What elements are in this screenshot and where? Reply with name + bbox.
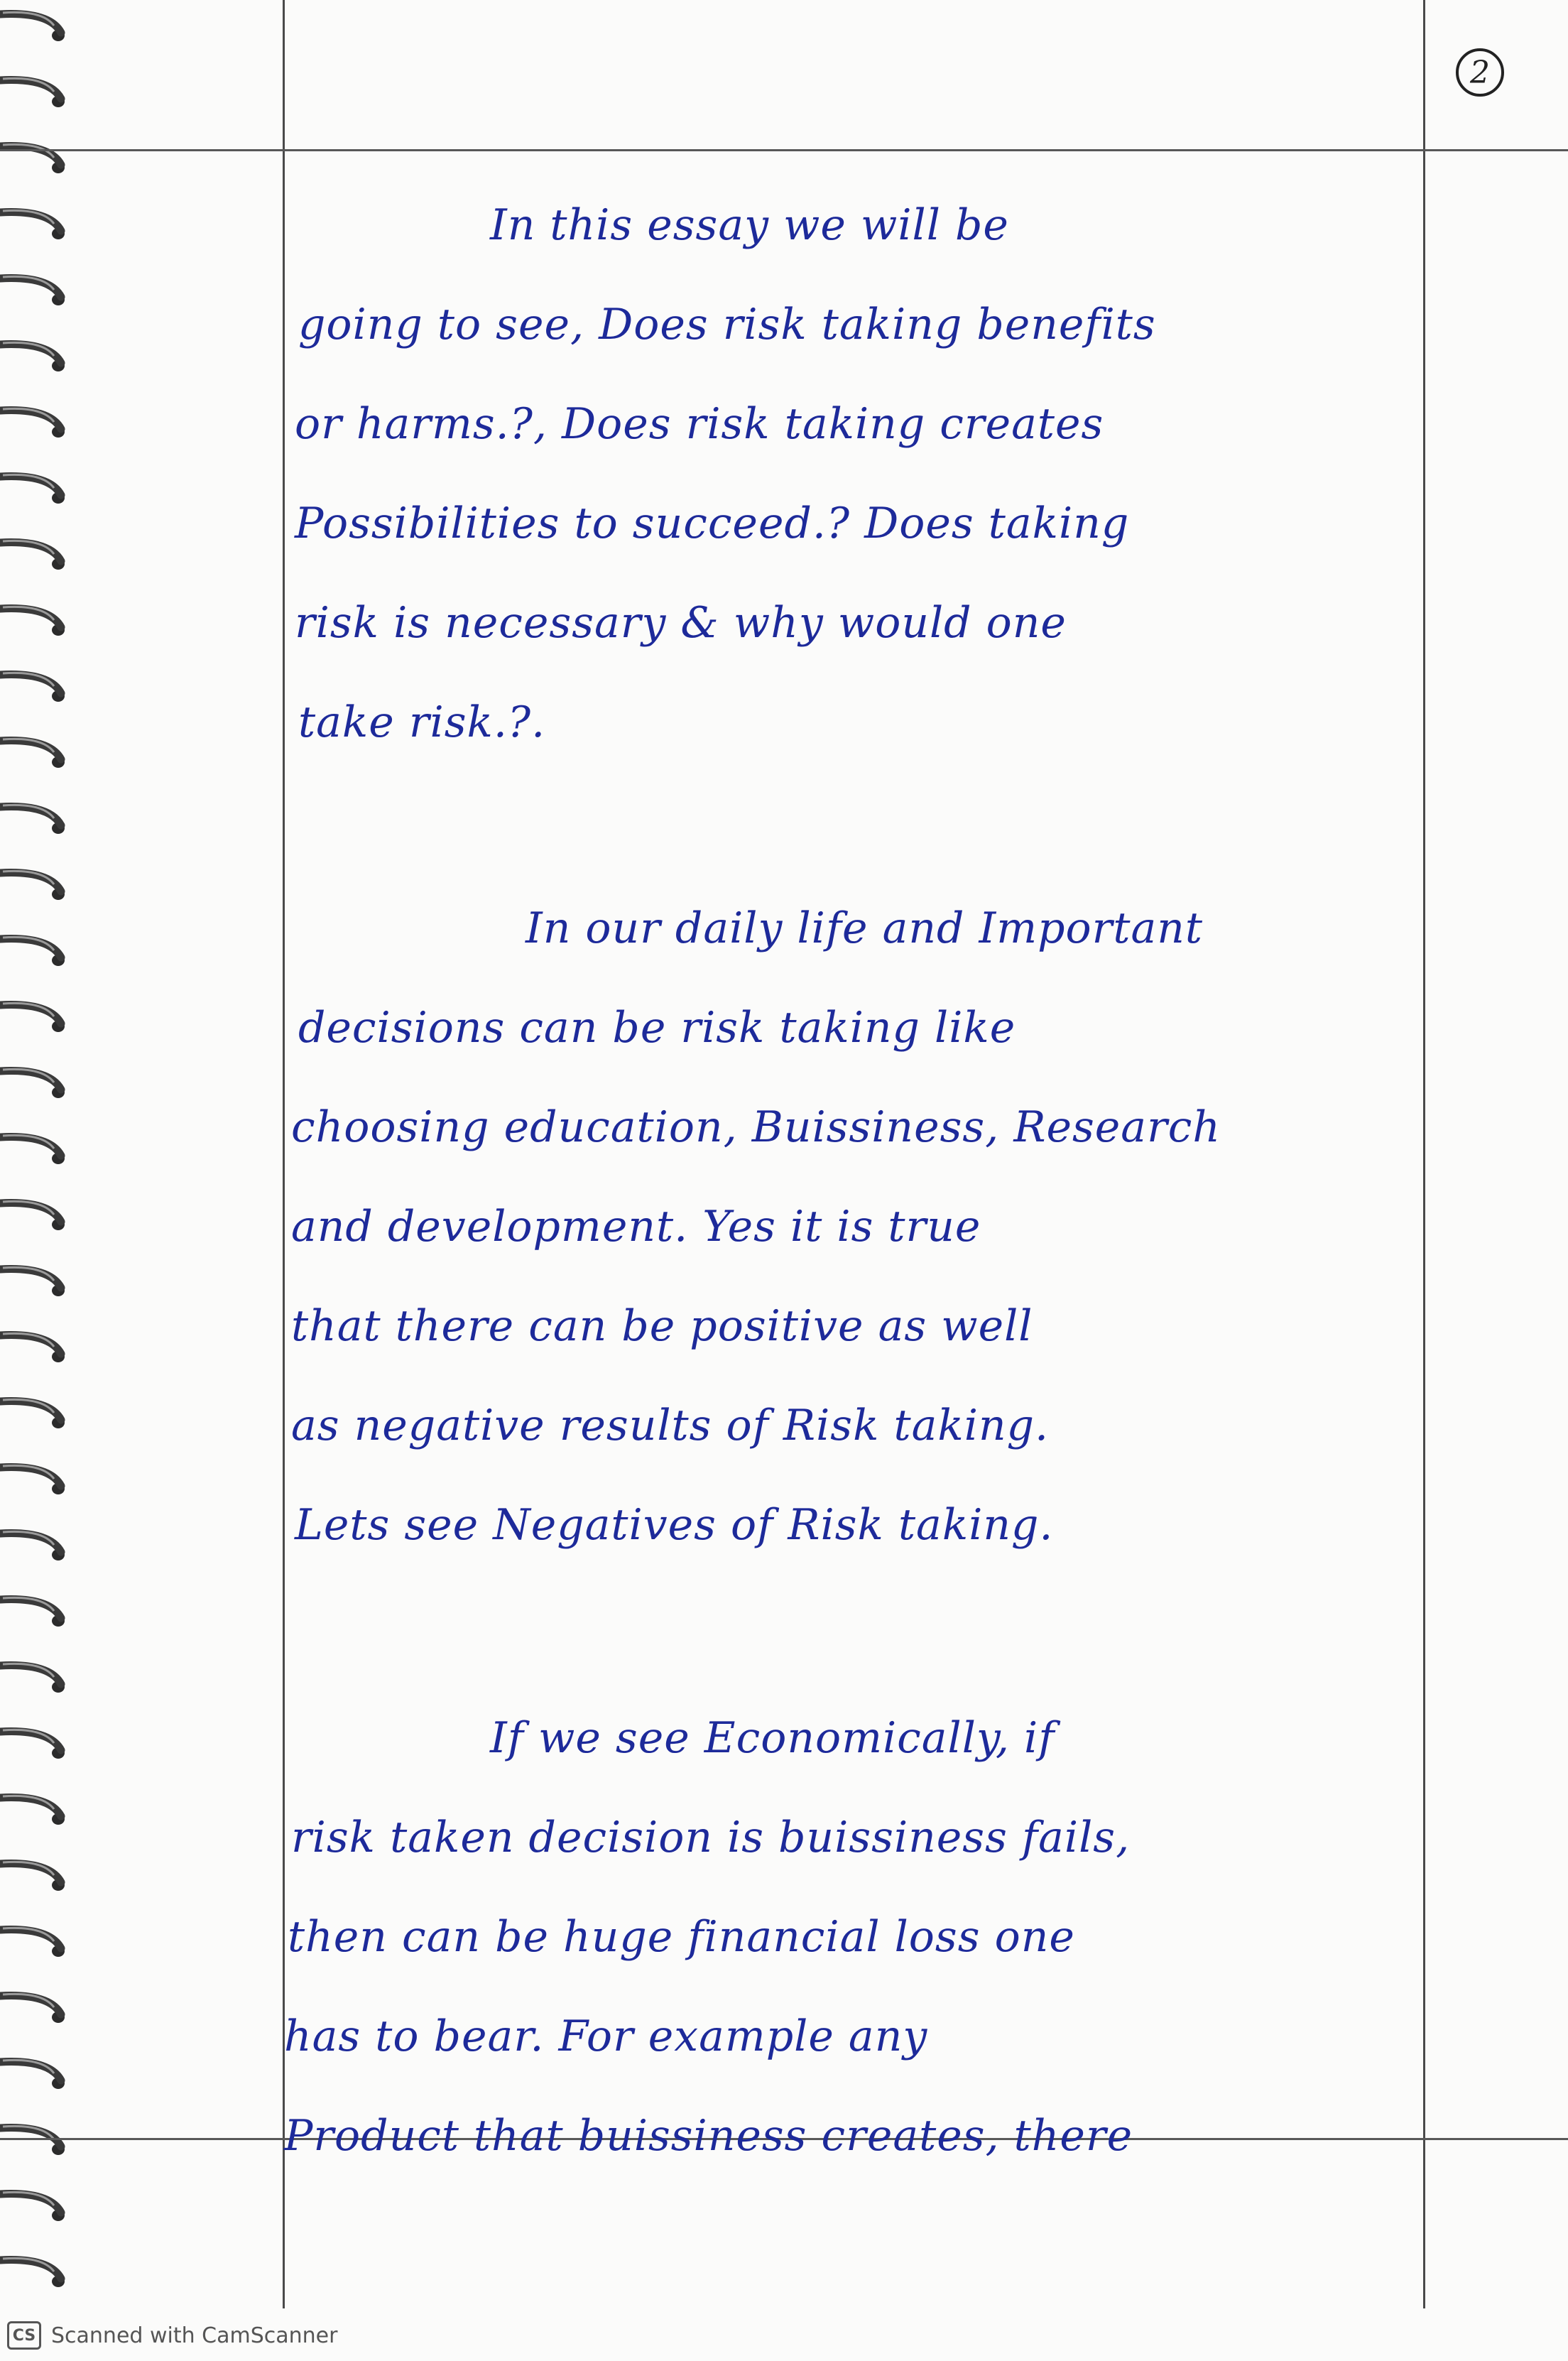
text-line (284, 1989, 1420, 2088)
spiral-coil (0, 2258, 65, 2287)
spiral-coil (0, 1862, 65, 1891)
spiral-coil (0, 1399, 65, 1428)
text-line (284, 980, 1420, 1080)
spiral-coil (0, 1531, 65, 1561)
spiral-coil (0, 1069, 65, 1098)
line-text: In this essay we will be (490, 200, 1009, 250)
text-line (284, 1179, 1420, 1279)
line-text: then can be huge financial loss one (288, 1912, 1075, 1962)
spiral-coil (0, 541, 65, 570)
spiral-coil (0, 2192, 65, 2221)
essay-text (284, 178, 1420, 2188)
line-text: risk taken decision is buissiness fails, (291, 1813, 1131, 1862)
spiral-coil (0, 276, 65, 305)
text-line (284, 575, 1420, 675)
paragraph-1 (284, 178, 1420, 774)
spiral-coil (0, 739, 65, 768)
spiral-coil (0, 78, 65, 107)
line-text: or harms.?, Does risk taking creates (295, 399, 1104, 449)
spiral-coil (0, 1267, 65, 1296)
spiral-coil (0, 937, 65, 966)
text-line (284, 1889, 1420, 1989)
spiral-binding (0, 0, 78, 2301)
spiral-coil (0, 474, 65, 504)
page-number: 2 (1456, 48, 1504, 97)
line-text: In our daily life and Important (526, 903, 1203, 953)
line-text: risk is necessary & why would one (295, 598, 1067, 648)
spiral-coil (0, 2060, 65, 2089)
camscanner-logo: CS (7, 2321, 41, 2350)
line-text: and development. Yes it is true (291, 1202, 981, 1252)
paragraph-3 (284, 1690, 1420, 2188)
spiral-coil (0, 2126, 65, 2155)
watermark-text: Scanned with CamScanner (51, 2323, 338, 2348)
line-text: If we see Economically, if (490, 1713, 1055, 1763)
right-margin-line (1423, 0, 1425, 2308)
text-line (284, 1080, 1420, 1179)
text-line (284, 2088, 1420, 2188)
spiral-coil (0, 805, 65, 834)
spiral-coil (0, 342, 65, 371)
text-line (284, 675, 1420, 774)
text-line (284, 1690, 1420, 1790)
text-line (284, 881, 1420, 980)
spiral-coil (0, 408, 65, 438)
text-line (284, 277, 1420, 376)
scanner-watermark (7, 2321, 337, 2350)
text-line (284, 476, 1420, 575)
line-text: take risk.?. (298, 698, 546, 747)
spiral-coil (0, 1135, 65, 1164)
line-text: Possibilities to succeed.? Does taking (295, 499, 1130, 548)
line-text: that there can be positive as well (291, 1301, 1033, 1351)
line-text: decisions can be risk taking like (298, 1003, 1016, 1053)
line-text: Product that buissiness creates, there (284, 2111, 1133, 2161)
spiral-coil (0, 1994, 65, 2023)
spiral-coil (0, 1333, 65, 1362)
text-line (284, 1477, 1420, 1577)
spiral-coil (0, 871, 65, 900)
line-text: choosing education, Buissiness, Research (291, 1102, 1221, 1152)
text-line (284, 1378, 1420, 1477)
line-text: going to see, Does risk taking benefits (298, 300, 1156, 349)
text-line (284, 376, 1420, 476)
spiral-coil (0, 673, 65, 702)
text-line (284, 178, 1420, 277)
line-text: has to bear. For example any (284, 2012, 928, 2061)
spiral-coil (0, 1663, 65, 1693)
spiral-coil (0, 1928, 65, 1957)
spiral-coil (0, 1201, 65, 1230)
text-line (284, 1790, 1420, 1889)
spiral-coil (0, 1730, 65, 1759)
top-rule-line (0, 149, 1568, 151)
paragraph-2 (284, 881, 1420, 1577)
text-line (284, 1279, 1420, 1378)
line-text: Lets see Negatives of Risk taking. (295, 1500, 1054, 1550)
spiral-coil (0, 210, 65, 239)
spiral-coil (0, 1597, 65, 1627)
spiral-coil (0, 1796, 65, 1825)
line-text: as negative results of Risk taking. (291, 1401, 1050, 1450)
spiral-coil (0, 1003, 65, 1032)
spiral-coil (0, 607, 65, 636)
spiral-coil (0, 12, 65, 41)
spiral-coil (0, 1465, 65, 1494)
